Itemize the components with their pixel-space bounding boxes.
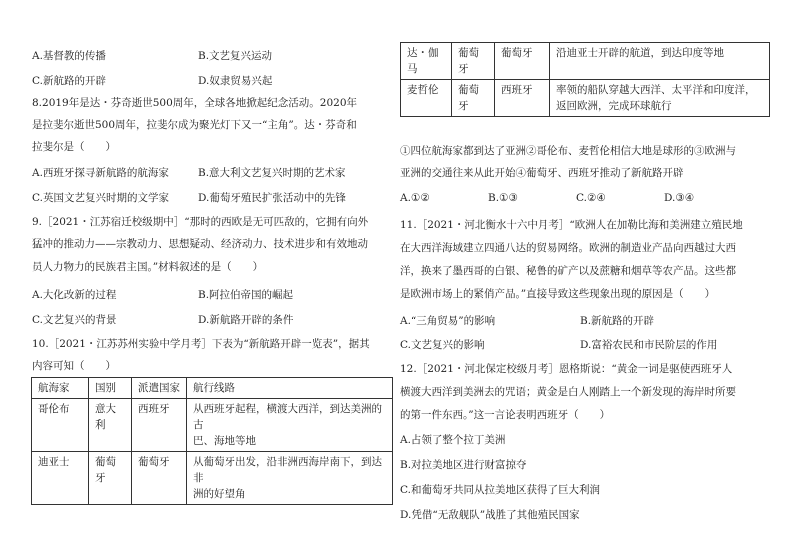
q11-line: 洋，换来了墨西哥的白银、秘鲁的矿产以及蔗糖和烟草等农产品。这些都	[400, 265, 736, 277]
table-header-cell: 航海家	[32, 378, 89, 399]
table-cell: 葡萄牙	[452, 43, 495, 80]
table-header-row	[32, 378, 393, 399]
route-text: 率领的船队穿越大西洋、太平洋和印度洋，	[556, 84, 756, 96]
q11-option-b: B.新航路的开辟	[580, 315, 655, 327]
table-row	[401, 43, 770, 80]
q12-line: 的第一件东西。”这一言论表明西班牙（ ）	[400, 409, 611, 421]
table-cell: 葡萄牙	[89, 452, 132, 505]
q10-statement: 亚洲的交通往来从此开始④葡萄牙、西班牙推动了新航路开辟	[400, 167, 684, 179]
route-table-part1	[31, 377, 393, 505]
q7-option-d: D.奴隶贸易兴起	[198, 75, 273, 87]
table-cell: 哥伦布	[32, 399, 89, 452]
route-text: 从葡萄牙出发，沿非洲西海岸南下，到达非	[193, 456, 382, 484]
table-cell: 西班牙	[132, 399, 187, 452]
q9-option-d: D.新航路开辟的条件	[198, 314, 294, 326]
q8-line: 是拉斐尔逝世500周年，拉斐尔成为聚光灯下又一“主角”。达・芬奇和	[32, 119, 357, 131]
q8-option-a: A.西班牙探寻新航路的航海家	[32, 167, 169, 179]
q11-line: 11.［2021・河北衡水十六中月考］“欧洲人在加勒比海和美洲建立殖民地	[400, 219, 743, 231]
table-cell	[187, 399, 393, 452]
q7-option-a: A.基督教的传播	[32, 50, 106, 62]
table-cell: 葡萄牙	[495, 43, 550, 80]
q8-line: 8.2019年是达・芬奇逝世500周年，全球各地掀起纪念活动。2020年	[32, 97, 358, 109]
q10-line: 内容可知（ ）	[32, 360, 116, 372]
route-text: 返回欧洲，完成环球航行	[556, 100, 672, 112]
table-cell: 葡萄牙	[452, 80, 495, 117]
table-cell: 意大利	[89, 399, 132, 452]
q10-line: 10.［2021・江苏苏州实验中学月考］下表为“新航路开辟一览表”，据其	[32, 338, 370, 350]
q11-option-d: D.富裕农民和市民阶层的作用	[580, 339, 718, 351]
q10-statement: ①四位航海家都到达了亚洲②哥伦布、麦哲伦相信大地是球形的③欧洲与	[400, 145, 736, 157]
q7-option-b: B.文艺复兴运动	[198, 50, 273, 62]
q8-line: 拉斐尔是（ ）	[32, 141, 116, 153]
table-header-cell: 国别	[89, 378, 132, 399]
q12-option-b: B.对拉美地区进行财富掠夺	[400, 459, 527, 471]
q8-option-d: D.葡萄牙殖民扩张活动中的先锋	[198, 192, 346, 204]
q10-option-b: B.①③	[488, 192, 518, 204]
q12-option-c: C.和葡萄牙共同从拉美地区获得了巨大利润	[400, 484, 600, 496]
table-row	[32, 399, 393, 452]
q12-line: 横渡大西洋到美洲去的咒语；黄金是白人刚踏上一个新发现的海岸时所要	[400, 386, 736, 398]
q12-option-a: A.占领了整个拉丁美洲	[400, 434, 506, 446]
q9-option-c: C.文艺复兴的背景	[32, 314, 117, 326]
table-cell: 葡萄牙	[132, 452, 187, 505]
table-cell	[401, 43, 452, 80]
q10-option-d: D.③④	[664, 192, 695, 204]
q9-option-a: A.大化改新的过程	[32, 289, 117, 301]
table-cell: 沿迪亚士开辟的航道，到达印度等地	[550, 43, 770, 80]
q8-option-b: B.意大利文艺复兴时期的艺术家	[198, 167, 346, 179]
q9-line: 9.［2021・江苏宿迁校级期中］“那时的西欧是无可匹敌的，它拥有向外	[32, 216, 369, 228]
table-cell: 西班牙	[495, 80, 550, 117]
q10-option-a: A.①②	[400, 192, 430, 204]
route-text: 巴、海地等地	[193, 435, 256, 447]
q8-option-c: C.英国文艺复兴时期的文学家	[32, 192, 169, 204]
q10-option-c: C.②④	[576, 192, 606, 204]
route-text: 从西班牙起程，横渡大西洋，到达美洲的古	[193, 403, 382, 431]
q12-line: 12.［2021・河北保定校级月考］恩格斯说：“黄金一词是驱使西班牙人	[400, 363, 733, 375]
q11-option-a: A.“三角贸易”的影响	[400, 315, 496, 327]
table-header-cell: 派遣国家	[132, 378, 187, 399]
q11-option-c: C.文艺复兴的影响	[400, 339, 485, 351]
table-header-cell: 航行线路	[187, 378, 393, 399]
q9-option-b: B.阿拉伯帝国的崛起	[198, 289, 294, 301]
table-cell: 麦哲伦	[401, 80, 452, 117]
q11-line: 在大西洋海域建立四通八达的贸易网络。欧洲的制造业产品向西越过大西	[400, 242, 736, 254]
q12-option-d: D.凭借“无敌舰队”战胜了其他殖民国家	[400, 509, 580, 521]
table-cell: 迪亚士	[32, 452, 89, 505]
table-cell	[187, 452, 393, 505]
table-cell	[550, 80, 770, 117]
q9-line: 猛冲的推动力——宗教动力、思想疑动、经济动力、技术进步和有效地动	[32, 238, 368, 250]
route-table-part2	[400, 42, 770, 117]
q7-option-c: C.新航路的开辟	[32, 75, 106, 87]
table-row	[401, 80, 770, 117]
navigator-name: 达・伽	[407, 47, 439, 59]
q11-line: 是欧洲市场上的紧俏产品。”直接导致这些现象出现的原因是（ ）	[400, 288, 716, 300]
table-row	[32, 452, 393, 505]
route-text: 洲的好望角	[193, 488, 246, 500]
q9-line: 员人力物力的民族君主国。”材料叙述的是（ ）	[32, 261, 264, 273]
navigator-name: 马	[407, 63, 418, 75]
